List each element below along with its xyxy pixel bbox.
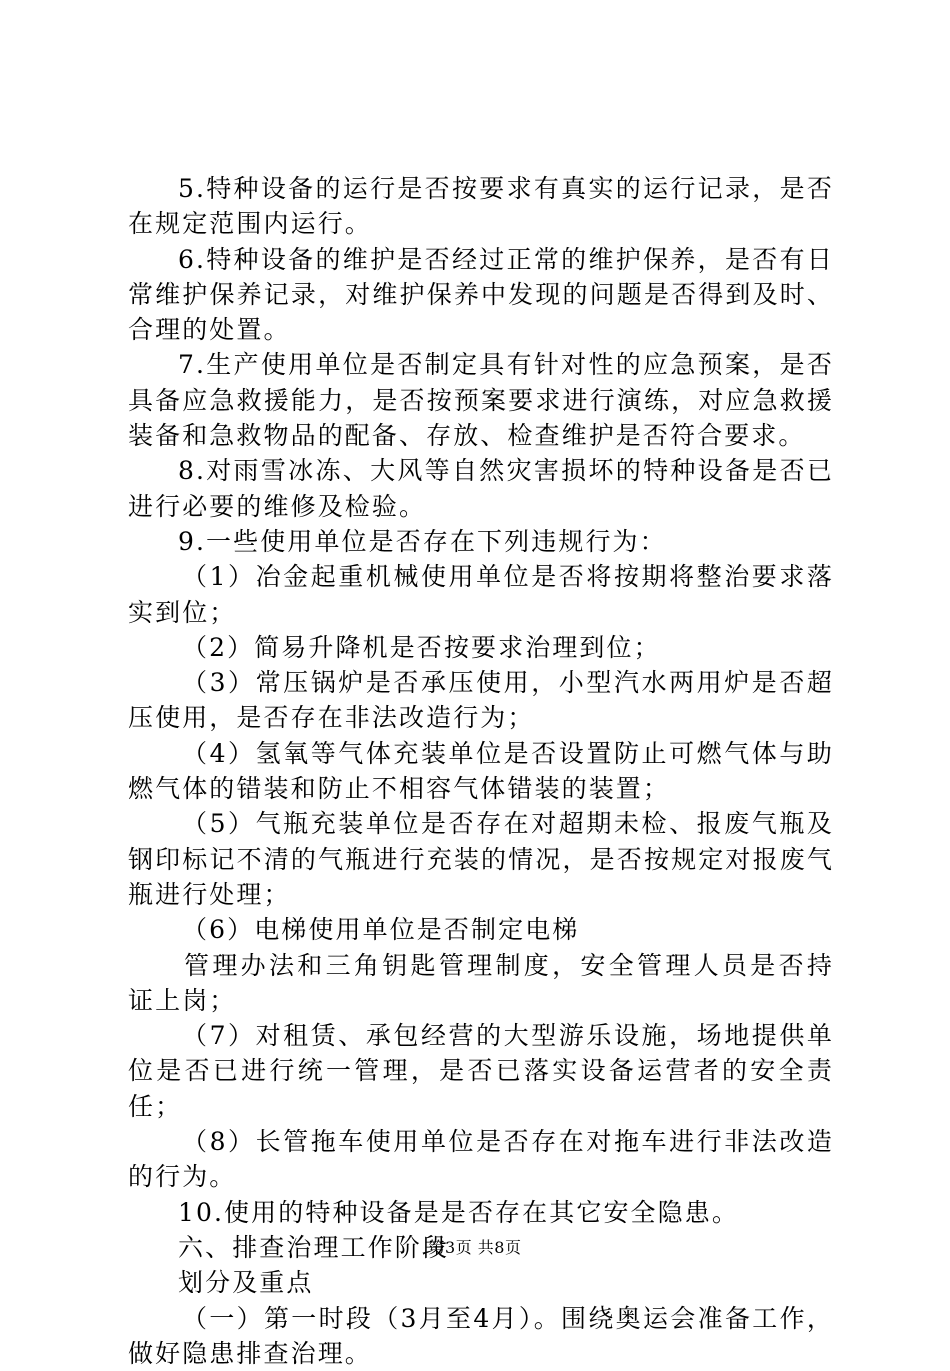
paragraph-item-7: 7.生产使用单位是否制定具有针对性的应急预案，是否具备应急救援能力，是否按预案要求进行演练，对应急救援装备和急救物品的配备、存放、检查维护是否符合要求。 [128, 347, 834, 453]
paragraph-item-10: 10.使用的特种设备是是否存在其它安全隐患。 [128, 1195, 834, 1230]
section-heading-continued: 划分及重点 [128, 1265, 834, 1300]
sub-item-1: （1）冶金起重机械使用单位是否将按期将整治要求落实到位； [128, 559, 834, 630]
paragraph-item-8: 8.对雨雪冰冻、大风等自然灾害损坏的特种设备是否已进行必要的维修及检验。 [128, 453, 834, 524]
paragraph-item-5: 5.特种设备的运行是否按要求有真实的运行记录，是否在规定范围内运行。 [128, 171, 834, 242]
stage-item-1: （一）第一时段（3月至4月）。围绕奥运会准备工作，做好隐患排查治理。 [128, 1301, 834, 1371]
paragraph-item-9: 9.一些使用单位是否存在下列违规行为： [128, 524, 834, 559]
sub-item-2: （2）简易升降机是否按要求治理到位； [128, 630, 834, 665]
sub-item-5: （5）气瓶充装单位是否存在对超期未检、报废气瓶及钢印标记不清的气瓶进行充装的情况，是否按规定对报废气瓶进行处理； [128, 806, 834, 912]
sub-item-6: （6）电梯使用单位是否制定电梯 [128, 912, 834, 947]
section-heading-6: 六、排查治理工作阶段 [128, 1230, 834, 1265]
sub-item-7: （7）对租赁、承包经营的大型游乐设施，场地提供单位是否已进行统一管理，是否已落实设备运营者的安全责任； [128, 1018, 834, 1124]
paragraph-item-6: 6.特种设备的维护是否经过正常的维护保养，是否有日常维护保养记录，对维护保养中发现的问题是否得到及时、合理的处置。 [128, 242, 834, 348]
sub-item-6-continued: 管理办法和三角钥匙管理制度，安全管理人员是否持证上岗； [128, 948, 834, 1019]
sub-item-8: （8）长管拖车使用单位是否存在对拖车进行非法改造的行为。 [128, 1124, 834, 1195]
page-number-footer: 第3页 共8页 [0, 1238, 950, 1258]
sub-item-4: （4）氢氧等气体充装单位是否设置防止可燃气体与助燃气体的错装和防止不相容气体错装的装置； [128, 736, 834, 807]
sub-item-3: （3）常压锅炉是否承压使用，小型汽水两用炉是否超压使用，是否存在非法改造行为； [128, 665, 834, 736]
document-body [128, 171, 834, 1371]
